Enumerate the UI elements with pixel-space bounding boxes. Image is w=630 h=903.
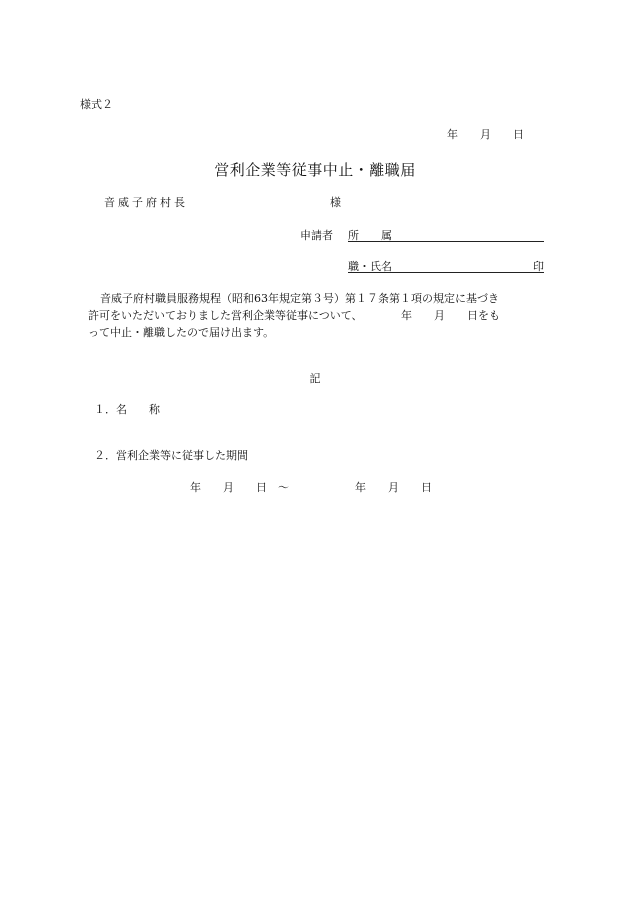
- affiliation-field[interactable]: [348, 227, 544, 242]
- ki-heading: 記: [309, 372, 321, 385]
- body-line: 音威子府村職員服務規程（昭和63年規定第３号）第１７条第１項の規定に基づき: [100, 292, 499, 305]
- body-line: 許可をいただいておりました営利企業等従事について、 年 月 日をも: [88, 309, 501, 322]
- submission-date: 年 月 日: [447, 128, 524, 141]
- addressee: 音威子府村長: [104, 196, 188, 209]
- body-paragraph: [88, 290, 558, 341]
- body-line: って中止・離職したので届け出ます。: [88, 326, 275, 339]
- name-field[interactable]: [348, 258, 544, 273]
- applicant-label: 申請者: [300, 229, 333, 242]
- affiliation-label: 所 属: [348, 229, 392, 242]
- item-period: ２．営利企業等に従事した期間: [94, 449, 248, 462]
- document-title: 営利企業等従事中止・離職届: [214, 161, 416, 179]
- honorific: 様: [330, 196, 341, 209]
- seal-mark: 印: [533, 260, 544, 273]
- item-name: １．名 称: [94, 403, 160, 416]
- form-number: 様式２: [80, 98, 113, 111]
- name-label: 職・氏名: [348, 260, 392, 273]
- period-range: 年 月 日 ～ 年 月 日: [190, 481, 432, 494]
